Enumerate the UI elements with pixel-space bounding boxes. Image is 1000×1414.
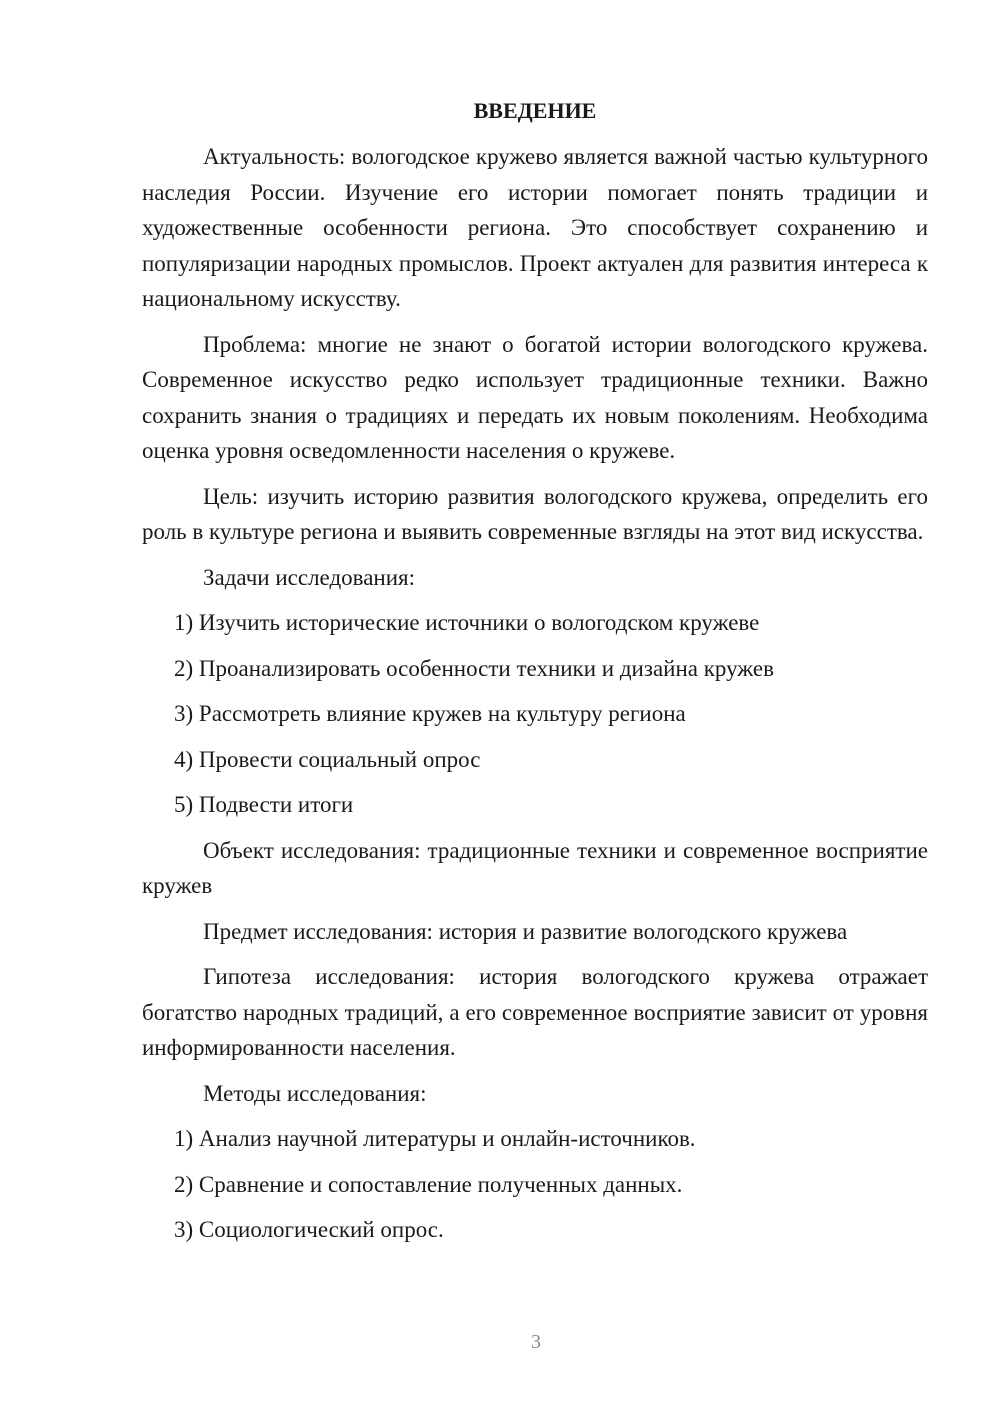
document-body <box>142 94 928 1258</box>
method-item: 2) Сравнение и сопоставление полученных данных. <box>174 1171 683 1197</box>
hypothesis-paragraph: Гипотеза исследования: история вологодского кружева отражает богатство народных традиций, а его современное восприятие зависит от уровня информированности населения. <box>142 964 928 1060</box>
methods-list <box>142 1121 928 1248</box>
object-paragraph: Объект исследования: традиционные техники и современное восприятие кружев <box>142 837 928 898</box>
problem-paragraph: Проблема: многие не знают о богатой истории вологодского кружева. Современное искусство редко использует традиционные техники. Важно сохранить знания о традициях и передать их новым поколениям. Необходима оценка уровня осведомленности населения о кружеве. <box>142 331 928 463</box>
method-item: 3) Социологический опрос. <box>174 1217 444 1242</box>
task-item: 1) Изучить исторические источники о вологодском кружеве <box>174 610 760 635</box>
section-title: ВВЕДЕНИЕ <box>473 98 597 123</box>
method-item: 1) Анализ научной литературы и онлайн-источников. <box>174 1126 696 1151</box>
tasks-heading: Задачи исследования: <box>203 564 416 590</box>
relevance-paragraph: Актуальность: вологодское кружево является важной частью культурного наследия России. Изучение его истории помогает понять традиции и художественные особенности региона. Это способствует сохранению и популяризации народных промыслов. Проект актуален для развития интереса к национальному искусству. <box>142 144 928 311</box>
page-number: 3 <box>531 1331 541 1353</box>
goal-paragraph: Цель: изучить историю развития вологодского кружева, определить его роль в культуре региона и выявить современные взгляды на этот вид искусства. <box>142 483 928 544</box>
task-item: 4) Провести социальный опрос <box>174 746 481 772</box>
methods-heading: Методы исследования: <box>203 1080 427 1106</box>
task-item: 5) Подвести итоги <box>174 792 354 817</box>
task-item: 2) Проанализировать особенности техники и дизайна кружев <box>174 655 774 681</box>
task-item: 3) Рассмотреть влияние кружев на культуру региона <box>174 701 686 726</box>
subject-paragraph: Предмет исследования: история и развитие вологодского кружева <box>203 918 848 944</box>
tasks-list <box>142 605 928 823</box>
